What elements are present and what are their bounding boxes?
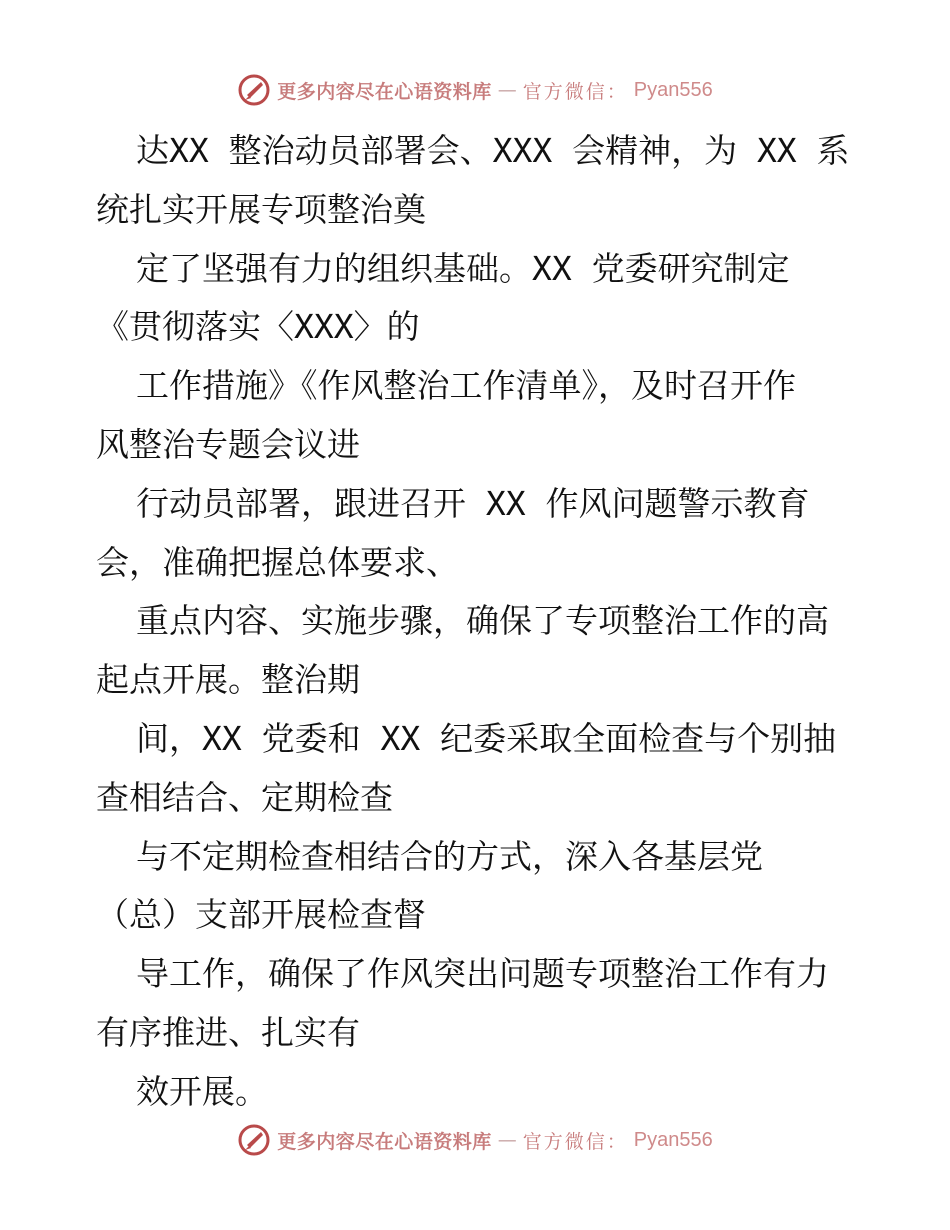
text-line: 达XX 整治动员部署会、XXX 会精神，为 XX 系: [136, 131, 850, 170]
text-line: （总）支部开展检查督: [96, 895, 426, 935]
banner-wechat-id: Pyan556: [633, 1128, 713, 1151]
banner-promo-text: 更多内容尽在心语资料库: [277, 1130, 492, 1153]
text-line: 与不定期检查相结合的方式，深入各基层党: [136, 836, 763, 876]
body-text: [96, 122, 856, 1122]
text-line: 导工作，确保了作风突出问题专项整治工作有力: [136, 954, 829, 994]
text-line: 间，XX 党委和 XX 纪委采取全面检查与个别抽: [136, 718, 837, 758]
text-line: 统扎实开展专项整治奠: [96, 189, 426, 229]
banner-wechat-label: 官方微信：: [522, 80, 628, 103]
banner-separator: —: [497, 1129, 517, 1151]
text-line: 会，准确把握总体要求、: [96, 542, 459, 582]
banner-promo-text: 更多内容尽在心语资料库: [277, 80, 492, 103]
text-line: 查相结合、定期检查: [96, 777, 393, 817]
brand-logo-icon: [237, 1123, 271, 1157]
text-line: 行动员部署，跟进召开 XX 作风问题警示教育: [136, 483, 810, 523]
text-line: 风整治专题会议进: [96, 424, 360, 464]
text-line: 有序推进、扎实有: [96, 1012, 360, 1052]
text-line: 效开展。: [136, 1071, 268, 1111]
text-line: 重点内容、实施步骤，确保了专项整治工作的高: [136, 601, 829, 641]
text-line: 定了坚强有力的组织基础。XX 党委研究制定: [136, 248, 790, 288]
text-line: 工作措施》《作风整治工作清单》，及时召开作: [136, 366, 796, 406]
text-line: 《贯彻落实〈XXX〉的: [96, 307, 420, 347]
banner-wechat-label: 官方微信：: [522, 1130, 628, 1153]
banner-separator: —: [497, 79, 517, 101]
brand-logo-icon: [237, 73, 271, 107]
banner-wechat-id: Pyan556: [633, 78, 713, 101]
header-watermark-banner: [0, 70, 950, 110]
footer-watermark-banner: [0, 1120, 950, 1160]
text-line: 起点开展。整治期: [96, 660, 360, 700]
